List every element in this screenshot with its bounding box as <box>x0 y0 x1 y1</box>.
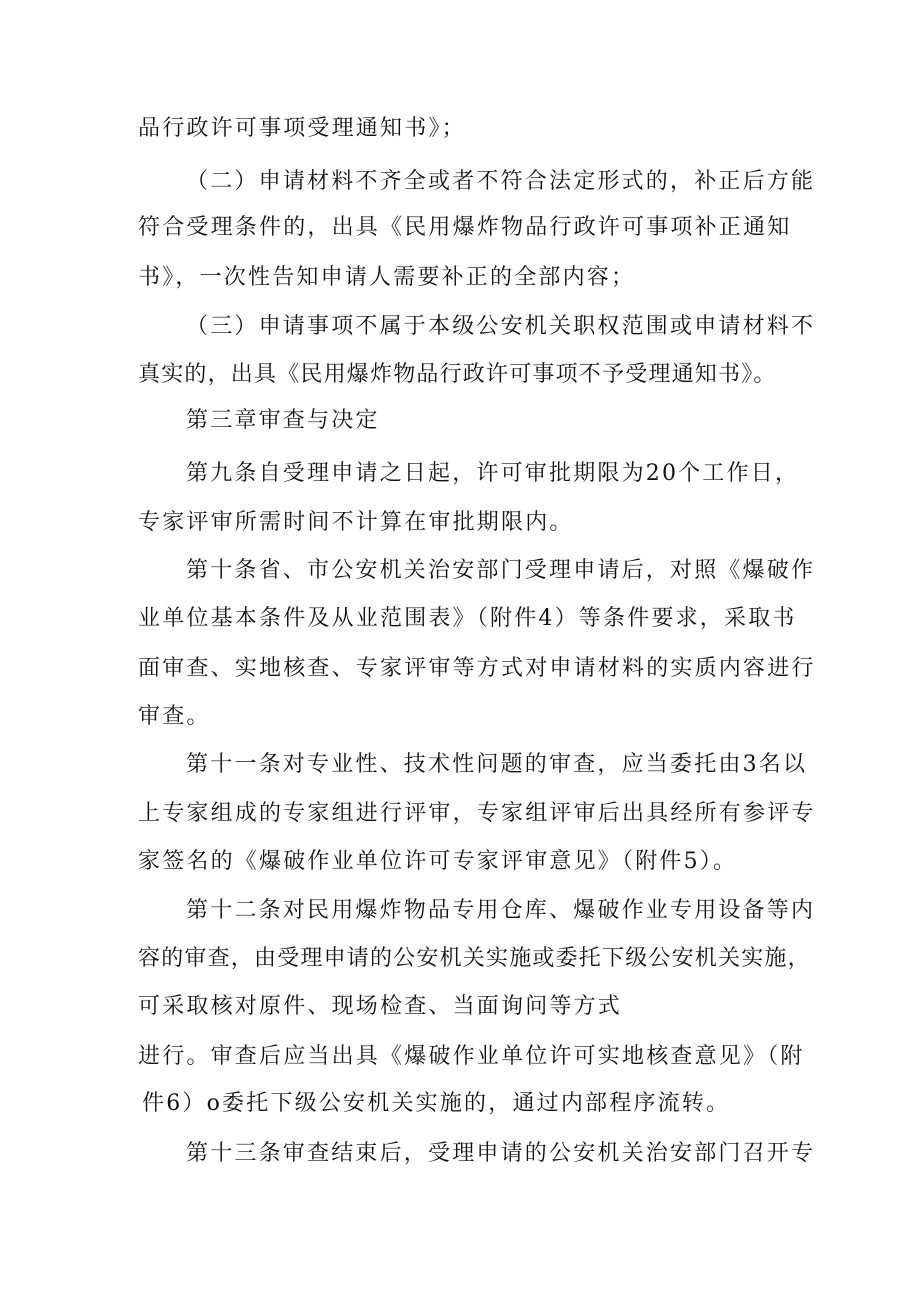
text-line: 第十三条审查结束后，受理申请的公安机关治安部门召开专 <box>186 1141 816 1166</box>
text-line: 业单位基本条件及从业范围表》（附件4）等条件要求，采取书 <box>138 606 797 631</box>
text-line: 第九条自受理申请之日起，许可审批期限为20个工作日， <box>186 461 800 486</box>
text-line: 第十二条对民用爆炸物品专用仓库、爆破作业专用设备等内 <box>186 898 816 923</box>
text-line: 进行。审查后应当出具《爆破作业单位许可实地核查意见》（附 <box>138 1044 805 1069</box>
text-line: 真实的，出具《民用爆炸物品行政许可事项不予受理通知书》。 <box>138 362 777 387</box>
text-line: （二）申请材料不齐全或者不符合法定形式的，补正后方能 <box>186 169 816 194</box>
text-line: 件6）o委托下级公安机关实施的，通过内部程序流转。 <box>142 1091 731 1116</box>
text-line: 面审查、实地核查、专家评审等方式对申请材料的实质内容进行 <box>138 656 816 681</box>
text-line: （三）申请事项不属于本级公安机关职权范围或申请材料不 <box>186 314 816 339</box>
text-line: 家签名的《爆破作业单位许可专家评审意见》（附件5）。 <box>138 849 738 874</box>
text-line: 第十条省、市公安机关治安部门受理申请后，对照《爆破作 <box>186 558 816 583</box>
text-line: 第十一条对专业性、技术性问题的审查，应当委托由3名以 <box>186 752 808 777</box>
text-line: 可采取核对原件、现场检查、当面询问等方式 <box>138 994 623 1019</box>
text-line: 书》，一次性告知申请人需要补正的全部内容； <box>138 265 636 290</box>
text-line: 符合受理条件的，出具《民用爆炸物品行政许可事项补正通知 <box>138 215 792 240</box>
text-line: 上专家组成的专家组进行评审，专家组评审后出具经所有参评专 <box>138 801 816 826</box>
text-line: 容的审查，由受理申请的公安机关实施或委托下级公安机关实施， <box>138 946 811 971</box>
text-line: 专家评审所需时间不计算在审批期限内。 <box>138 510 574 535</box>
text-line: 品行政许可事项受理通知书》； <box>138 116 466 141</box>
text-line: 审查。 <box>138 704 211 729</box>
chapter-heading: 第三章审查与决定 <box>186 408 380 433</box>
